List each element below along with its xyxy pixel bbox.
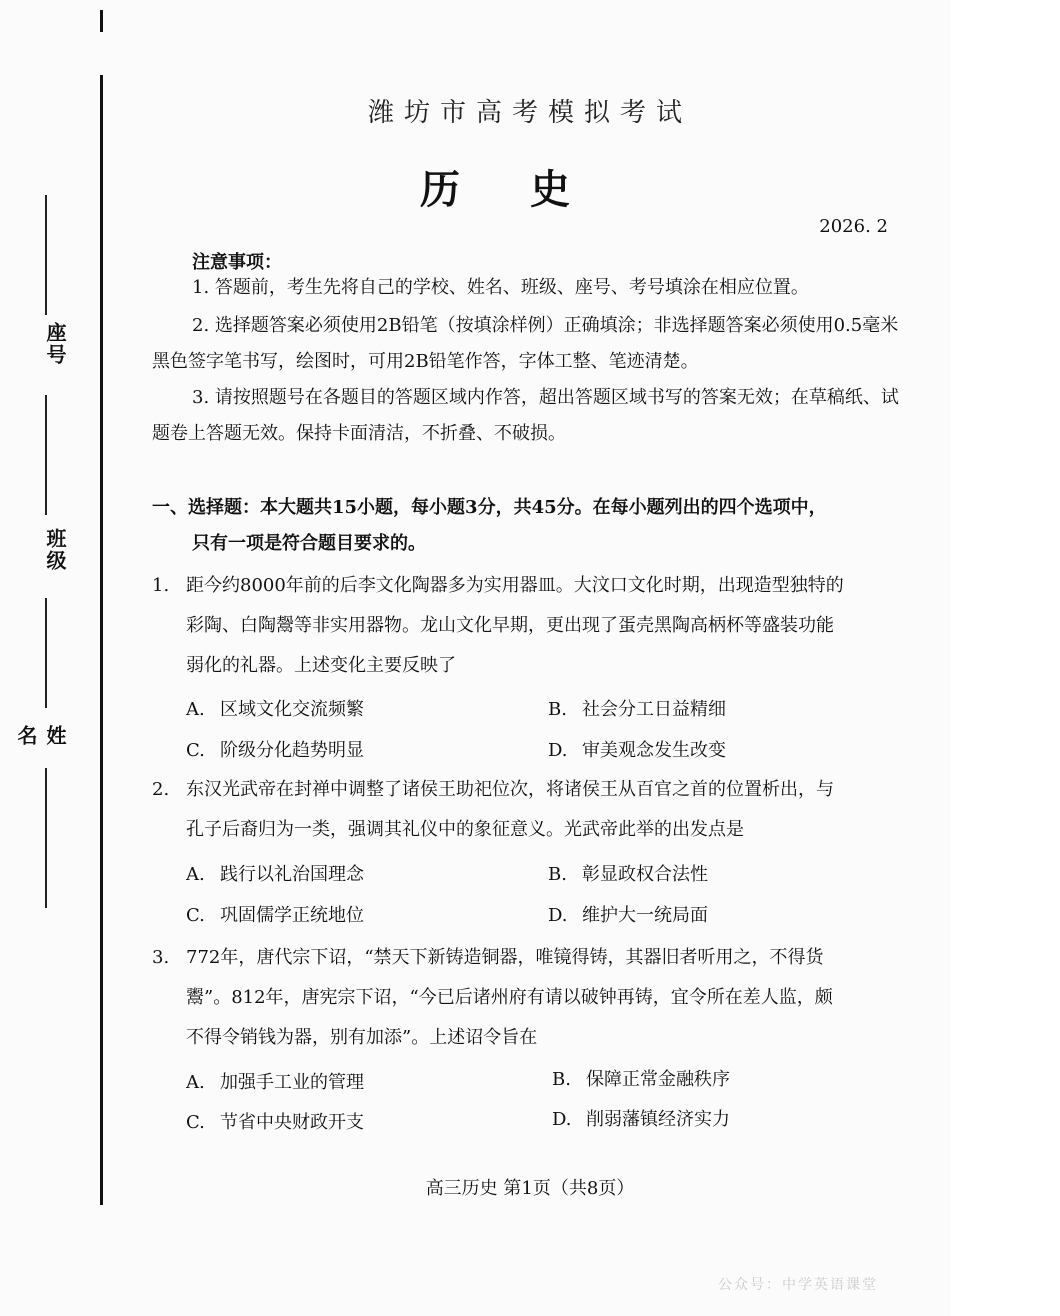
note-item-2: 2. 选择题答案必须使用2B铅笔（按填涂样例）正确填涂；非选择题答案必须使用0.5毫米黑色签字笔书写，绘图时，可用2B铅笔作答，字体工整、笔迹清楚。 — [152, 315, 899, 372]
question-text-line: 弱化的礼器。上述变化主要反映了 — [186, 655, 456, 676]
section-heading-line2: 只有一项是符合题目要求的。 — [192, 533, 426, 554]
question-text-line: 不得令销钱为器，别有加添”。上述诏令旨在 — [186, 1027, 538, 1048]
question-3-option-c[interactable]: C. 节省中央财政开支 — [186, 1112, 364, 1133]
question-number: 3. — [152, 947, 170, 968]
question-1-option-b[interactable]: B. 社会分工日益精细 — [548, 699, 726, 720]
question-3-option-b[interactable]: B. 保障正常金融秩序 — [552, 1069, 730, 1090]
top-margin-tick — [100, 10, 103, 32]
question-1-option-d[interactable]: D. 审美观念发生改变 — [548, 740, 726, 761]
question-number: 2. — [152, 779, 170, 800]
question-2-option-c[interactable]: C. 巩固儒学正统地位 — [186, 905, 364, 926]
class-blank-line — [45, 598, 47, 708]
question-text-line: 距今约8000年前的后李文化陶器多为实用器皿。大汶口文化时期，出现造型独特的 — [186, 575, 844, 596]
question-3-option-a[interactable]: A. 加强手工业的管理 — [186, 1072, 364, 1093]
name-blank-line — [45, 768, 47, 908]
question-2-option-d[interactable]: D. 维护大一统局面 — [548, 905, 708, 926]
question-3-stem — [152, 938, 904, 1058]
watermark: 公众号：中学英语课堂 — [718, 1277, 878, 1293]
exam-title: 潍坊市高考模拟考试 — [367, 98, 692, 128]
exam-date: 2026. 2 — [819, 216, 888, 237]
question-number: 1. — [152, 575, 170, 596]
note-item-1: 1. 答题前，考生先将自己的学校、姓名、班级、座号、考号填涂在相应位置。 — [192, 277, 809, 298]
question-2-stem — [152, 770, 904, 850]
seat-class-line — [45, 395, 47, 515]
section-heading — [152, 490, 912, 562]
binding-margin-line — [100, 75, 103, 1205]
question-1-stem — [152, 566, 904, 686]
question-3-option-d[interactable]: D. 削弱藩镇经济实力 — [552, 1109, 730, 1130]
question-text-line: 东汉光武帝在封禅中调整了诸侯王助祀位次，将诸侯王从百官之首的位置析出，与 — [186, 779, 834, 800]
question-text-line: 772年，唐代宗下诏，“禁天下新铸造铜器，唯镜得铸，其器旧者听用之，不得货 — [186, 947, 824, 968]
question-2-option-a[interactable]: A. 践行以礼治国理念 — [186, 864, 364, 885]
note-item-3: 3. 请按照题号在各题目的答题区域内作答，超出答题区域书写的答案无效；在草稿纸、试题卷上答题无效。保持卡面清洁，不折叠、不破损。 — [152, 387, 899, 444]
question-text-line: 鬻”。812年，唐宪宗下诏，“今已后诸州府有请以破钟再铸，宜令所在差人监，颇 — [186, 987, 833, 1008]
subject-title: 历史 — [420, 166, 640, 213]
class-label: 班级 — [43, 528, 67, 572]
notes-title: 注意事项： — [192, 252, 282, 273]
question-text-line: 孔子后裔归为一类，强调其礼仪中的象征意义。光武帝此举的出发点是 — [186, 819, 744, 840]
section-heading-line1: 一、选择题：本大题共15小题，每小题3分，共45分。在每小题列出的四个选项中， — [152, 497, 827, 518]
question-text-line: 彩陶、白陶鬶等非实用器物。龙山文化早期，更出现了蛋壳黑陶高柄杯等盛装功能 — [186, 615, 834, 636]
page-footer: 高三历史 第1页（共8页） — [425, 1178, 635, 1199]
seat-label: 座号 — [43, 322, 67, 366]
question-1-option-c[interactable]: C. 阶级分化趋势明显 — [186, 740, 364, 761]
name-label: 姓名 — [14, 725, 67, 747]
question-1-option-a[interactable]: A. 区域文化交流频繁 — [186, 699, 364, 720]
question-2-option-b[interactable]: B. 彰显政权合法性 — [548, 864, 708, 885]
